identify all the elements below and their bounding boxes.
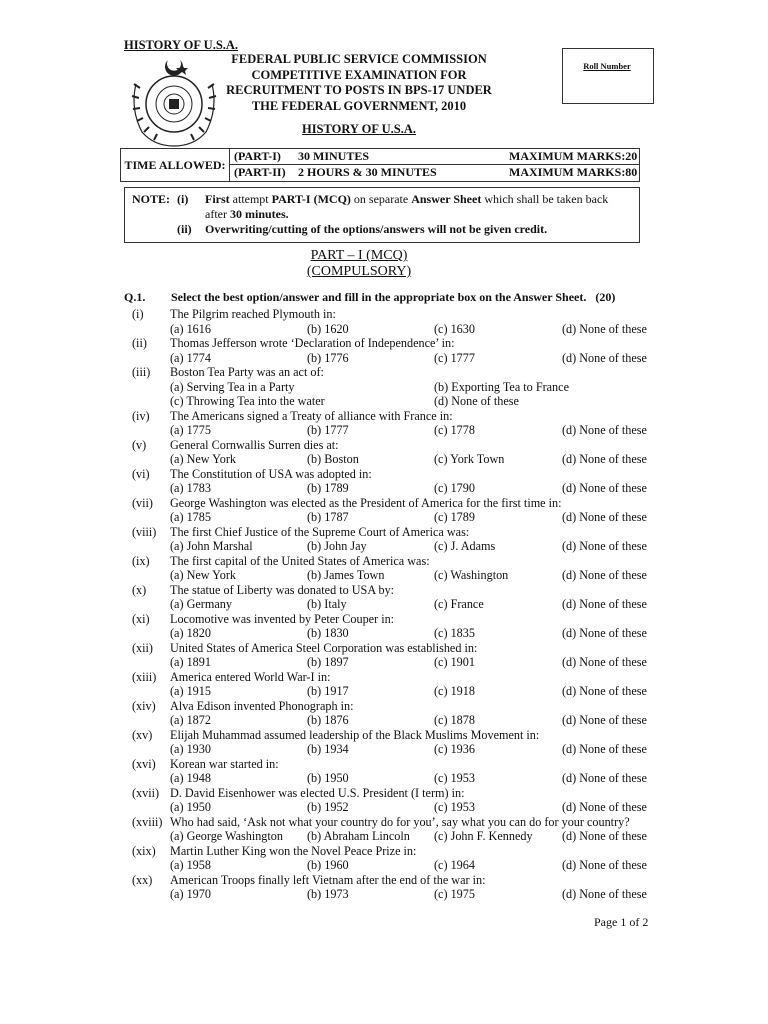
note-minutes: 30 minutes. <box>229 207 289 221</box>
mcq-stem-row <box>124 670 664 685</box>
option-d: (d) None of these <box>562 539 647 553</box>
mcq-stem: The Pilgrim reached Plymouth in: <box>170 307 336 321</box>
option-b: (b) 1952 <box>307 800 349 814</box>
mcq-stem-row <box>124 786 664 801</box>
option-c: (c) 1918 <box>434 684 475 698</box>
question-marks: (20) <box>595 290 616 304</box>
mcq-stem-row <box>124 409 664 424</box>
mcq-options-row <box>124 858 664 873</box>
mcq-number: (xviii) <box>132 814 163 829</box>
option-d: (d) None of these <box>562 713 647 727</box>
mcq-stem-row <box>124 641 664 656</box>
option-d: (d) None of these <box>562 771 647 785</box>
note-ii-text: Overwriting/cutting of the options/answers will not be given credit. <box>205 222 548 236</box>
page-number: Page 1 of 2 <box>594 915 649 929</box>
mcq-options-row <box>124 742 664 757</box>
option-d: (d) None of these <box>562 684 647 698</box>
note-first: First <box>205 192 230 206</box>
mcq-stem-row <box>124 728 664 743</box>
mcq-stem: Elijah Muhammad assumed leadership of the Black Muslims Movement in: <box>170 727 540 742</box>
mcq-stem-row <box>124 873 664 888</box>
option-c: (c) 1878 <box>434 713 475 727</box>
option-a: (a) George Washington <box>170 829 283 843</box>
note-answer-sheet: Answer Sheet <box>411 192 482 206</box>
mcq-options-row <box>124 394 664 409</box>
option-b: (b) 1917 <box>307 684 349 698</box>
mcq-options-row <box>124 771 664 786</box>
mcq-stem-row <box>124 365 664 380</box>
option-c: (c) 1975 <box>434 887 475 901</box>
option-b: (b) 1830 <box>307 626 349 640</box>
mcq-options-row <box>124 452 664 467</box>
note-text: on separate <box>350 192 412 206</box>
option-a: (a) 1891 <box>170 655 211 669</box>
option-c: (c) 1789 <box>434 510 475 524</box>
option-a: (a) 1930 <box>170 742 211 756</box>
mcq-number: (xii) <box>132 640 153 655</box>
mcq-number: (viii) <box>132 524 157 539</box>
option-b: (b) 1876 <box>307 713 349 727</box>
mcq-list <box>124 307 664 902</box>
option-c: (c) 1901 <box>434 655 475 669</box>
time-marks: MAXIMUM MARKS:20 <box>509 149 638 163</box>
mcq-stem: General Cornwallis Surren dies at: <box>170 437 339 452</box>
commission-line: FEDERAL PUBLIC SERVICE COMMISSION <box>231 52 487 66</box>
mcq-number: (xvii) <box>132 785 160 800</box>
mcq-stem: The Americans signed a Treaty of alliance with France in: <box>170 408 453 423</box>
mcq-stem-row <box>124 467 664 482</box>
mcq-options-row <box>124 887 664 902</box>
mcq-options-row <box>124 568 664 583</box>
option-a: (a) 1774 <box>170 350 211 365</box>
option-d: (d) None of these <box>562 481 647 495</box>
time-row-part-2 <box>230 165 639 180</box>
mcq-number: (vii) <box>132 495 153 510</box>
option-c: (c) 1778 <box>434 423 475 437</box>
mcq-stem-row <box>124 525 664 540</box>
question-number: Q.1. <box>124 290 146 304</box>
option-a: (a) New York <box>170 452 237 466</box>
option-a: (a) 1872 <box>170 713 211 727</box>
mcq-stem: George Washington was elected as the President of America for the first time in: <box>170 495 562 510</box>
mcq-options-row <box>124 380 664 395</box>
roll-number-label: Roll Number <box>583 61 631 71</box>
option-d: (d) None of these <box>562 350 647 365</box>
mcq-stem-row <box>124 757 664 772</box>
option-a: (a) Serving Tea in a Party <box>170 379 295 394</box>
note-i-text-cont <box>205 207 289 222</box>
option-c: (c) 1630 <box>434 321 475 336</box>
option-b: (b) 1787 <box>307 510 349 524</box>
mcq-number: (xi) <box>132 611 150 626</box>
mcq-stem: The first Chief Justice of the Supreme Court of America was: <box>170 524 470 539</box>
option-c: (c) York Town <box>434 452 505 466</box>
mcq-number: (ii) <box>132 336 147 350</box>
note-i-number: (i) <box>177 192 189 206</box>
option-b: (b) James Town <box>307 568 385 582</box>
option-d: (d) None of these <box>562 858 647 872</box>
option-b: (b) Exporting Tea to France <box>434 379 569 394</box>
option-a: (a) John Marshal <box>170 539 253 553</box>
mcq-stem-row <box>124 815 664 830</box>
mcq-number: (v) <box>132 437 147 452</box>
mcq-options-row <box>124 322 664 337</box>
mcq-stem: America entered World War-I in: <box>170 669 331 684</box>
mcq-stem-row <box>124 496 664 511</box>
note-i-text <box>205 192 608 207</box>
option-d: (d) None of these <box>562 887 647 901</box>
mcq-number: (vi) <box>132 466 150 481</box>
option-d: (d) None of these <box>562 321 647 336</box>
commission-heading <box>220 52 498 114</box>
option-d: (d) None of these <box>562 452 647 466</box>
mcq-stem: The Constitution of USA was adopted in: <box>170 466 372 481</box>
mcq-options-row <box>124 539 664 554</box>
time-duration: 2 HOURS & 30 MINUTES <box>298 165 437 179</box>
option-a: (a) 1783 <box>170 481 211 495</box>
option-d: (d) None of these <box>562 626 647 640</box>
mcq-stem-row <box>124 583 664 598</box>
subject-title-top: HISTORY OF U.S.A. <box>124 38 239 52</box>
option-a: (a) 1970 <box>170 887 211 901</box>
option-a: (a) 1915 <box>170 684 211 698</box>
mcq-stem: American Troops finally left Vietnam after the end of the war in: <box>170 872 486 887</box>
commission-line: RECRUITMENT TO POSTS IN BPS-17 UNDER <box>226 83 492 97</box>
time-part: (PART-II) <box>234 165 286 179</box>
mcq-number: (xvi) <box>132 756 156 771</box>
roll-number-box <box>562 48 654 104</box>
mcq-options-row <box>124 597 664 612</box>
mcq-options-row <box>124 626 664 641</box>
mcq-stem-row <box>124 307 664 322</box>
mcq-number: (ix) <box>132 553 150 568</box>
option-b: (b) 1789 <box>307 481 349 495</box>
mcq-options-row <box>124 829 664 844</box>
option-c: (c) J. Adams <box>434 539 496 553</box>
option-a: (a) 1958 <box>170 858 211 872</box>
option-d: (d) None of these <box>434 394 519 408</box>
option-d: (d) None of these <box>562 423 647 437</box>
time-row-part-1 <box>230 149 639 165</box>
mcq-options-row <box>124 800 664 815</box>
option-b: (b) 1776 <box>307 350 349 365</box>
option-d: (d) None of these <box>562 597 647 611</box>
option-a: (a) Germany <box>170 597 232 611</box>
mcq-options-row <box>124 655 664 670</box>
mcq-number: (xix) <box>132 843 156 858</box>
mcq-stem-row <box>124 438 664 453</box>
time-marks: MAXIMUM MARKS:80 <box>509 165 638 179</box>
mcq-number: (iii) <box>132 365 151 379</box>
option-a: (a) 1616 <box>170 321 211 336</box>
mcq-number: (xv) <box>132 727 153 742</box>
option-b: (b) 1897 <box>307 655 349 669</box>
option-d: (d) None of these <box>562 568 647 582</box>
option-c: (c) 1790 <box>434 481 475 495</box>
option-d: (d) None of these <box>562 655 647 669</box>
option-b: (b) 1777 <box>307 423 349 437</box>
option-a: (a) 1950 <box>170 800 211 814</box>
mcq-stem: United States of America Steel Corporation was established in: <box>170 640 478 655</box>
option-c: (c) 1777 <box>434 350 475 365</box>
note-part: PART-I (MCQ) <box>271 192 351 206</box>
mcq-stem-row <box>124 844 664 859</box>
commission-seal <box>124 54 224 150</box>
note-box <box>124 187 640 243</box>
part-title: PART – I (MCQ) <box>310 248 408 263</box>
mcq-options-row <box>124 481 664 496</box>
option-d: (d) None of these <box>562 742 647 756</box>
commission-line: COMPETITIVE EXAMINATION FOR <box>251 67 467 82</box>
mcq-stem: The statue of Liberty was donated to USA by: <box>170 582 395 597</box>
option-a: (a) 1785 <box>170 510 211 524</box>
mcq-number: (iv) <box>132 408 150 423</box>
mcq-options-row <box>124 510 664 525</box>
note-text: attempt <box>229 192 272 206</box>
commission-line: THE FEDERAL GOVERNMENT, 2010 <box>251 98 467 113</box>
mcq-options-row <box>124 351 664 366</box>
question-instruction: Select the best option/answer and fill in the appropriate box on the Answer Sheet. <box>171 290 587 304</box>
note-text: after <box>205 207 230 221</box>
option-d: (d) None of these <box>562 510 647 524</box>
mcq-stem-row <box>124 699 664 714</box>
mcq-number: (x) <box>132 582 147 597</box>
option-d: (d) None of these <box>562 800 647 814</box>
mcq-stem: Boston Tea Party was an act of: <box>170 365 324 379</box>
mcq-stem: Korean war started in: <box>170 756 279 771</box>
question-text <box>171 290 615 305</box>
option-c: (c) 1835 <box>434 626 475 640</box>
mcq-stem: Locomotive was invented by Peter Couper in: <box>170 611 395 626</box>
mcq-stem-row <box>124 554 664 569</box>
option-a: (a) 1948 <box>170 771 211 785</box>
note-label: NOTE: <box>132 192 171 206</box>
time-allowed-table <box>120 148 640 182</box>
subject-title-center: HISTORY OF U.S.A. <box>301 122 417 136</box>
mcq-number: (xiv) <box>132 698 156 713</box>
mcq-options-row <box>124 713 664 728</box>
mcq-number: (i) <box>132 307 144 321</box>
option-c: (c) 1953 <box>434 771 475 785</box>
option-a: (a) 1775 <box>170 423 211 437</box>
option-b: (b) John Jay <box>307 539 367 553</box>
note-ii-number: (ii) <box>177 222 192 236</box>
part-heading <box>220 248 498 280</box>
mcq-stem: The first capital of the United States of America was: <box>170 553 430 568</box>
time-duration: 30 MINUTES <box>298 149 370 163</box>
mcq-stem: Who had said, ‘Ask not what your country do for you’, say what you can do for your country? <box>170 814 630 829</box>
option-b: (b) Boston <box>307 452 359 466</box>
option-b: (b) Italy <box>307 597 347 611</box>
option-b: (b) Abraham Lincoln <box>307 829 410 843</box>
mcq-stem-row <box>124 336 664 351</box>
option-b: (b) 1960 <box>307 858 349 872</box>
mcq-stem-row <box>124 612 664 627</box>
mcq-options-row <box>124 684 664 699</box>
time-part: (PART-I) <box>234 149 281 163</box>
option-b: (b) 1934 <box>307 742 349 756</box>
mcq-stem: D. David Eisenhower was elected U.S. President (I term) in: <box>170 785 465 800</box>
option-a: (a) 1820 <box>170 626 211 640</box>
option-c: (c) 1953 <box>434 800 475 814</box>
note-text: which shall be taken back <box>481 192 609 206</box>
mcq-stem: Thomas Jefferson wrote ‘Declaration of Independence’ in: <box>170 336 455 350</box>
mcq-stem: Alva Edison invented Phonograph in: <box>170 698 354 713</box>
option-b: (b) 1950 <box>307 771 349 785</box>
option-d: (d) None of these <box>562 829 647 843</box>
part-subtitle: (COMPULSORY) <box>306 264 412 279</box>
mcq-stem: Martin Luther King won the Novel Peace Prize in: <box>170 843 417 858</box>
mcq-options-row <box>124 423 664 438</box>
time-allowed-label: TIME ALLOWED: <box>121 149 230 181</box>
option-b: (b) 1973 <box>307 887 349 901</box>
option-c: (c) 1936 <box>434 742 475 756</box>
mcq-number: (xx) <box>132 872 153 887</box>
option-c: (c) Washington <box>434 568 509 582</box>
option-c: (c) France <box>434 597 484 611</box>
option-c: (c) Throwing Tea into the water <box>170 394 325 408</box>
option-b: (b) 1620 <box>307 321 349 336</box>
option-c: (c) 1964 <box>434 858 475 872</box>
mcq-number: (xiii) <box>132 669 157 684</box>
option-c: (c) John F. Kennedy <box>434 829 533 843</box>
option-a: (a) New York <box>170 568 237 582</box>
